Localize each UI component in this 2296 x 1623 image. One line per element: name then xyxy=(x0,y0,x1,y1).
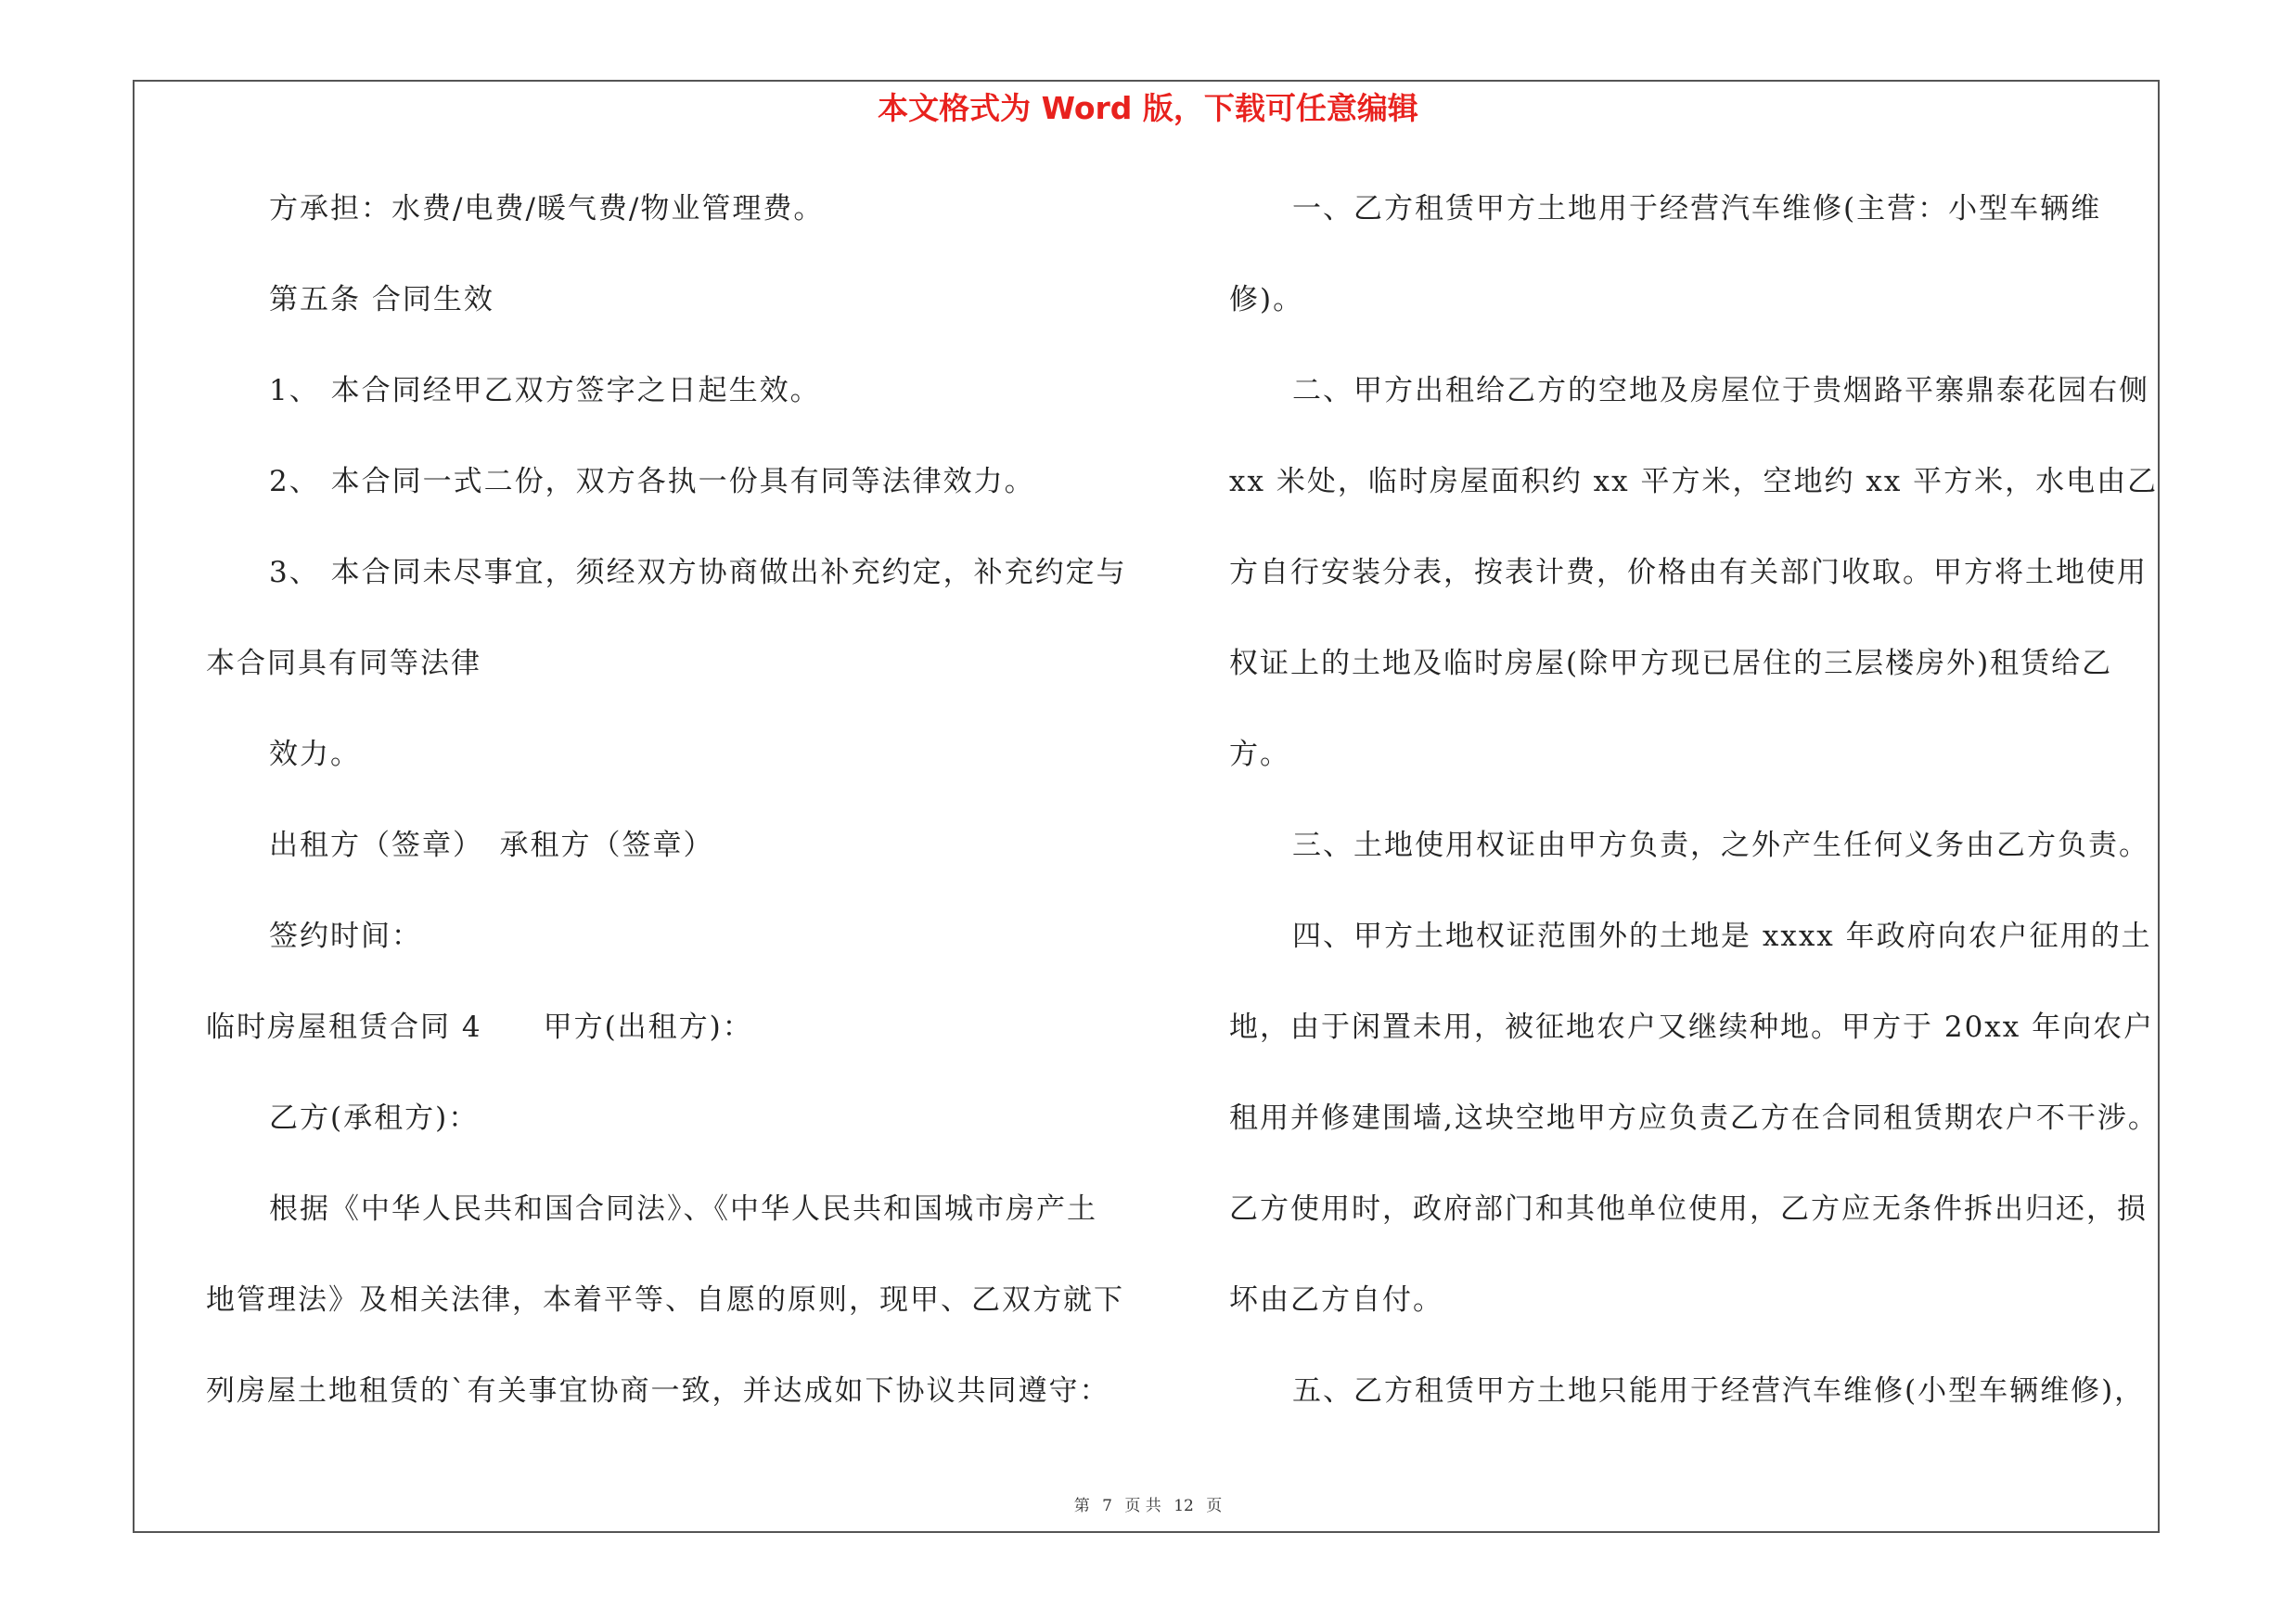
left-line: 本合同具有同等法律 xyxy=(206,647,481,680)
footer-mid: 页 共 xyxy=(1124,1497,1161,1515)
left-line: 乙方(承租方)： xyxy=(269,1101,480,1135)
right-line: 地，由于闲置未用，被征地农户又继续种地。甲方于 20xx 年向农户 xyxy=(1229,1011,2155,1044)
left-line: 效力。 xyxy=(269,738,361,771)
footer-total-pages: 12 xyxy=(1174,1497,1194,1515)
left-line: 2、 本合同一式二份，双方各执一份具有同等法律效力。 xyxy=(269,465,1035,498)
page-footer xyxy=(0,1492,2296,1515)
right-line: 一、乙方租赁甲方土地用于经营汽车维修(主营：小型车辆维 xyxy=(1292,192,2102,225)
left-line: 方承担：水费/电费/暖气费/物业管理费。 xyxy=(269,192,825,225)
right-line: 二、甲方出租给乙方的空地及房屋位于贵烟路平寨鼎泰花园右侧 xyxy=(1292,374,2149,407)
footer-page-number: 7 xyxy=(1102,1497,1112,1515)
left-line: 出租方（签章） 承租方（签章） xyxy=(269,829,714,862)
right-line: 租用并修建围墙,这块空地甲方应负责乙方在合同租赁期农户不干涉。 xyxy=(1229,1101,2159,1135)
left-line: 签约时间： xyxy=(269,920,422,953)
left-line: 地管理法》及相关法律，本着平等、自愿的原则，现甲、乙双方就下 xyxy=(206,1283,1124,1317)
left-line: 3、 本合同未尽事宜，须经双方协商做出补充约定，补充约定与 xyxy=(269,556,1127,589)
right-line: 修)。 xyxy=(1229,283,1304,316)
right-line: 三、土地使用权证由甲方负责，之外产生任何义务由乙方负责。 xyxy=(1292,829,2149,862)
right-line: 坏由乙方自付。 xyxy=(1229,1283,1443,1317)
right-line: 四、甲方土地权证范围外的土地是 xxxx 年政府向农户征用的土 xyxy=(1292,920,2152,953)
left-line: 列房屋土地租赁的`有关事宜协商一致，并达成如下协议共同遵守： xyxy=(206,1374,1110,1408)
left-line: 临时房屋租赁合同 4 甲方(出租方)： xyxy=(206,1011,753,1044)
right-line: 方自行安装分表，按表计费，价格由有关部门收取。甲方将土地使用 xyxy=(1229,556,2148,589)
right-line: 方。 xyxy=(1229,738,1290,771)
right-line: 权证上的土地及临时房屋(除甲方现已居住的三层楼房外)租赁给乙 xyxy=(1229,647,2113,680)
right-line: 五、乙方租赁甲方土地只能用于经营汽车维修(小型车辆维修)， xyxy=(1292,1374,2146,1408)
left-line: 1、 本合同经甲乙双方签字之日起生效。 xyxy=(269,374,821,407)
footer-prefix: 第 xyxy=(1073,1497,1090,1515)
footer-suffix: 页 xyxy=(1206,1497,1223,1515)
right-line: 乙方使用时，政府部门和其他单位使用，乙方应无条件拆出归还，损 xyxy=(1229,1192,2148,1226)
word-format-banner: 本文格式为 Word 版，下载可任意编辑 xyxy=(878,90,1418,126)
left-line: 第五条 合同生效 xyxy=(269,283,494,316)
right-line: xx 米处，临时房屋面积约 xx 平方米，空地约 xx 平方米，水电由乙 xyxy=(1229,465,2159,498)
left-line: 根据《中华人民共和国合同法》、《中华人民共和国城市房产土 xyxy=(269,1192,1097,1226)
